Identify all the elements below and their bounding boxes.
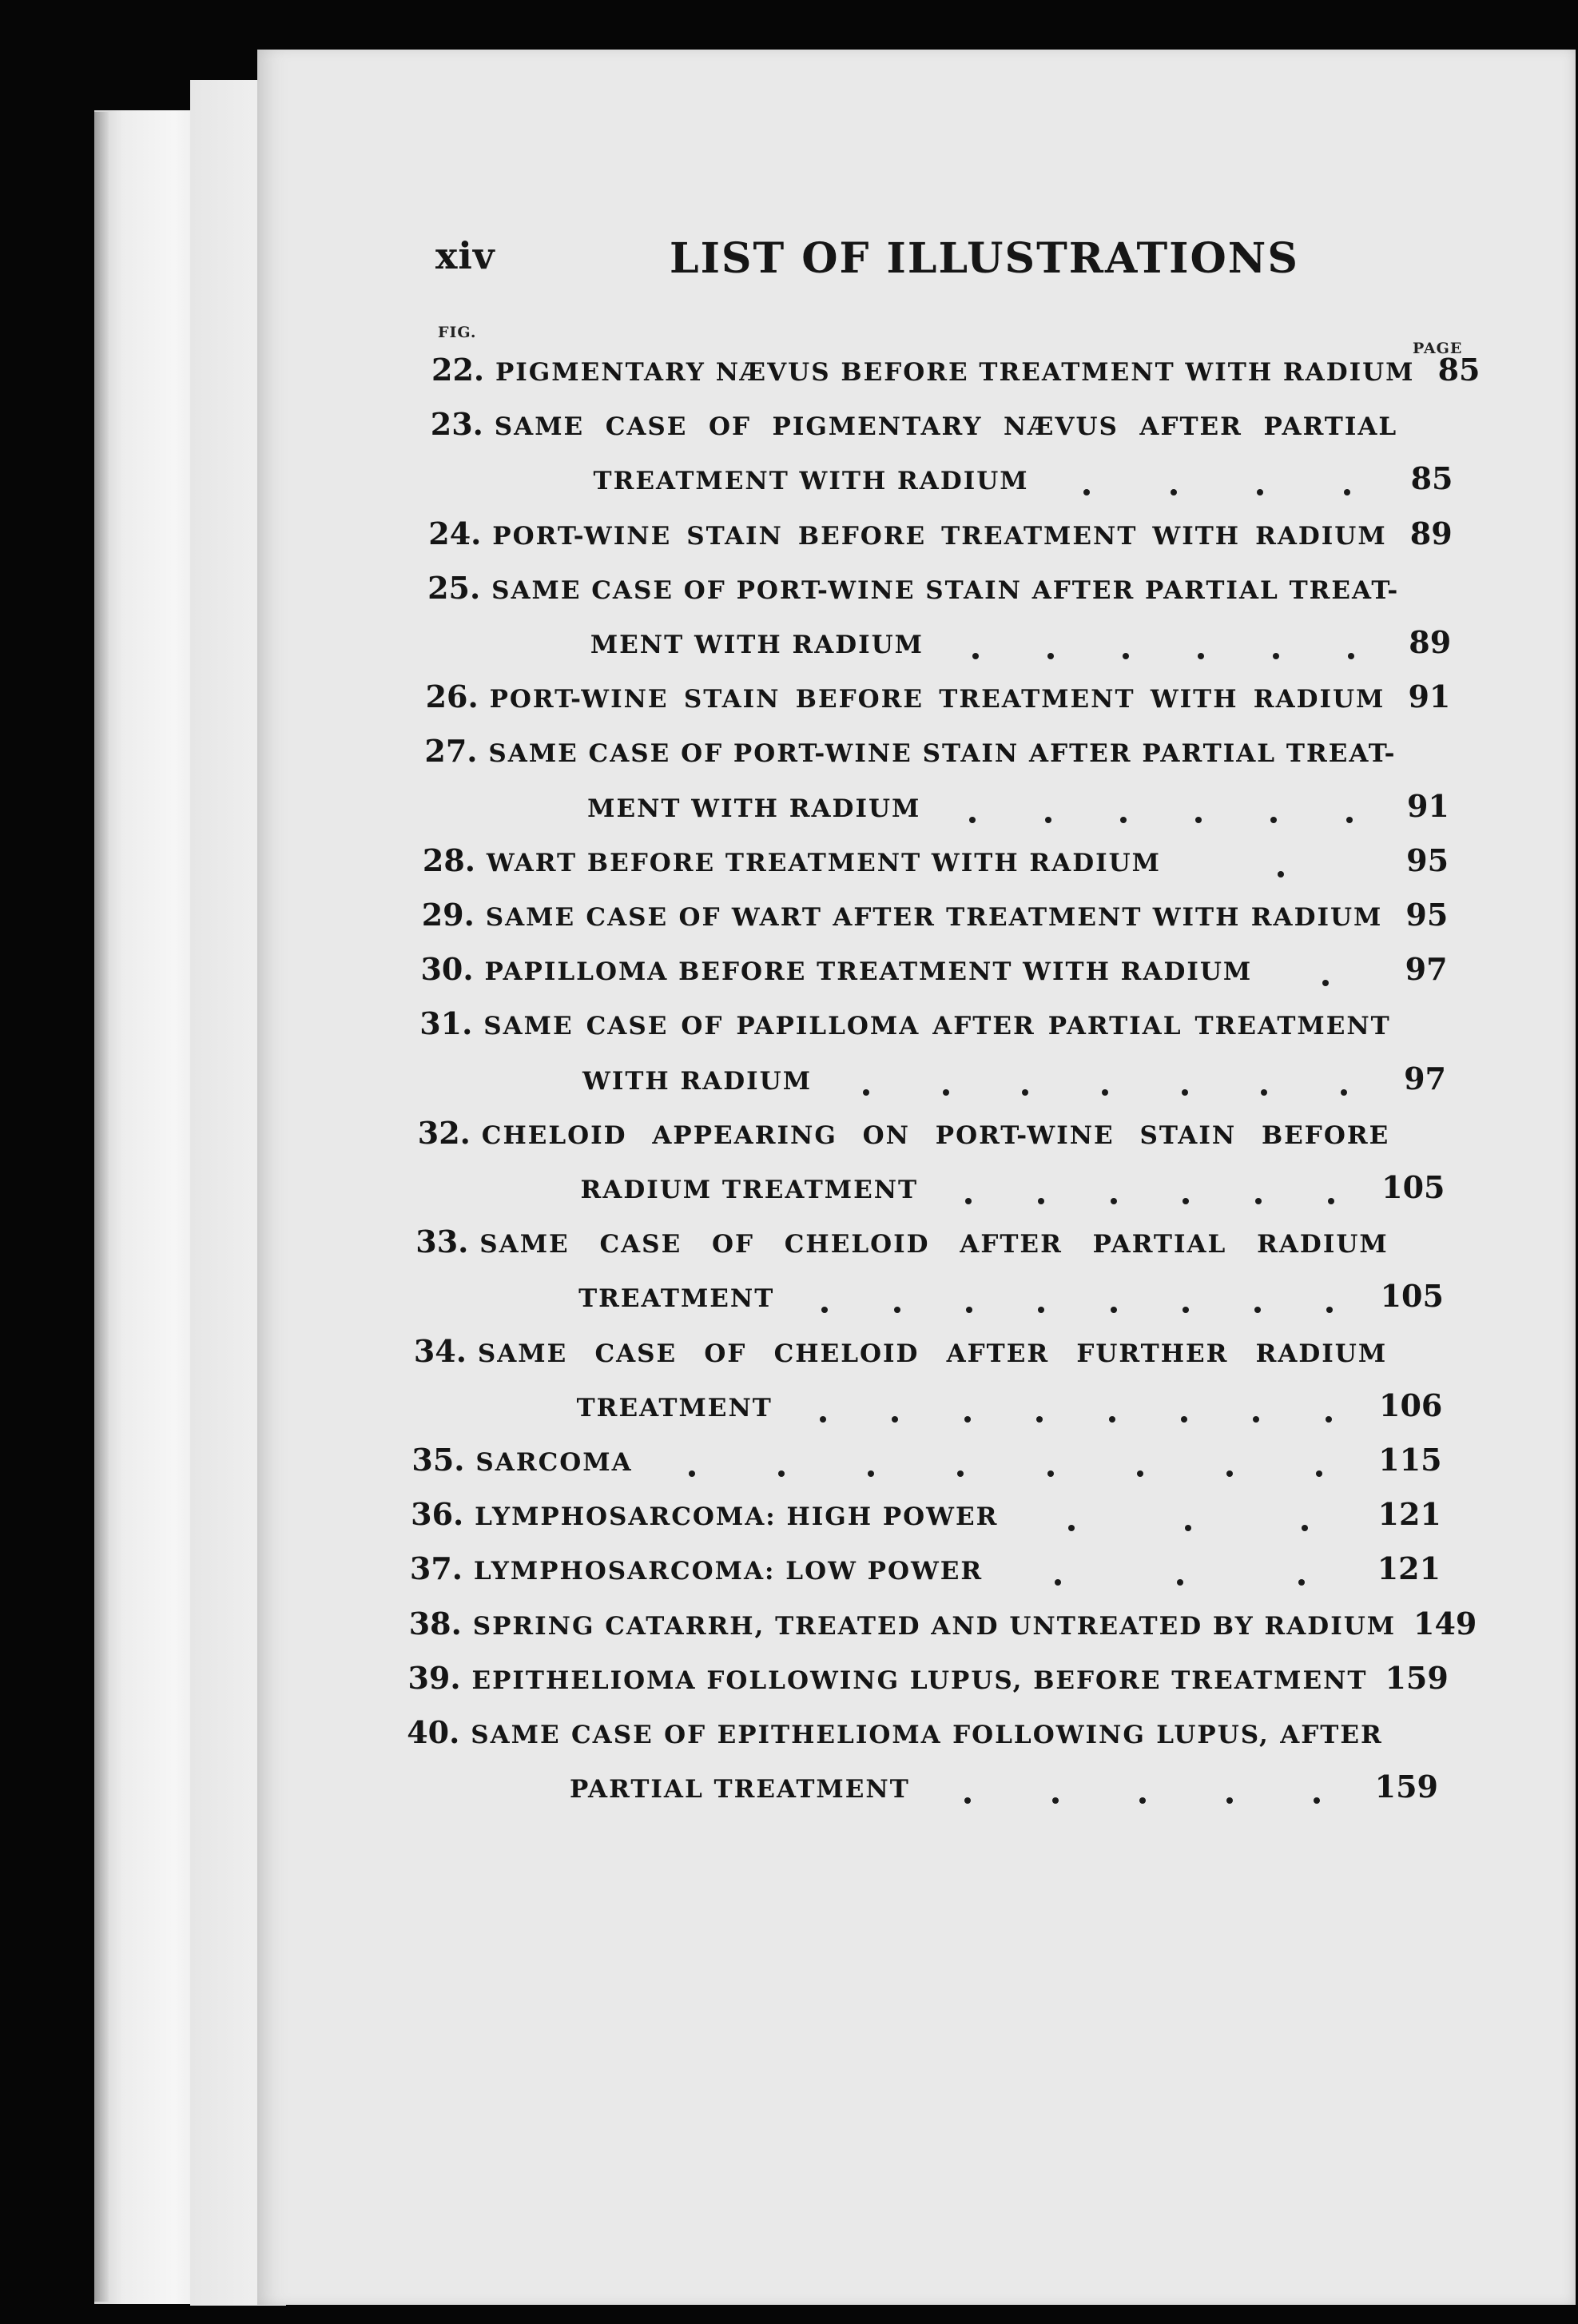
entry-line bbox=[428, 515, 1452, 563]
figure-number: 30. bbox=[420, 951, 474, 988]
page-reference: 91 bbox=[1406, 787, 1449, 824]
entry-line bbox=[418, 1115, 1389, 1163]
figure-number: 26. bbox=[425, 678, 479, 715]
figure-caption: SAME CASE OF PAPILLOMA AFTER PARTIAL TREATMENT bbox=[483, 1012, 1391, 1041]
entry-line bbox=[420, 951, 1447, 999]
entry-line bbox=[415, 1224, 1388, 1271]
leader-dots bbox=[773, 1410, 1379, 1416]
figure-number: 33. bbox=[415, 1224, 469, 1260]
figure-caption: TREATMENT bbox=[576, 1393, 773, 1423]
figure-caption: SAME CASE OF EPITHELIOMA FOLLOWING LUPUS, AFTER bbox=[471, 1721, 1383, 1749]
page-reference: 115 bbox=[1378, 1442, 1442, 1478]
page-reference: 89 bbox=[1409, 624, 1452, 660]
entry-line bbox=[417, 1169, 1445, 1217]
page-column-label: PAGE bbox=[1413, 340, 1463, 357]
figure-number: 24. bbox=[428, 515, 482, 551]
figure-caption: PARTIAL TREATMENT bbox=[570, 1775, 910, 1805]
page-reference: 85 bbox=[1410, 460, 1453, 497]
entry-line bbox=[411, 1496, 1441, 1544]
page-title: LIST OF ILLUSTRATIONS bbox=[670, 234, 1299, 283]
figure-number: 23. bbox=[430, 406, 483, 443]
leader-dots bbox=[920, 810, 1401, 817]
entry-line bbox=[430, 460, 1453, 508]
leader-dots bbox=[918, 1192, 1381, 1198]
page-reference: 97 bbox=[1404, 1060, 1446, 1096]
page-reference: 121 bbox=[1377, 1496, 1441, 1533]
entry-line bbox=[415, 1278, 1444, 1326]
page-reference: 85 bbox=[1437, 352, 1481, 388]
figure-caption: SAME CASE OF WART AFTER TREATMENT WITH RADIUM bbox=[485, 903, 1383, 932]
figure-caption: LYMPHOSARCOMA: LOW POWER bbox=[473, 1557, 984, 1586]
figure-caption: WITH RADIUM bbox=[582, 1066, 813, 1096]
leader-dots bbox=[633, 1464, 1379, 1470]
figure-caption: PORT-WINE STAIN BEFORE TREATMENT WITH RADIUM bbox=[492, 521, 1387, 551]
figure-number: 32. bbox=[417, 1114, 471, 1151]
figure-caption: SAME CASE OF PORT-WINE STAIN AFTER PARTIAL TREAT- bbox=[491, 575, 1400, 605]
figure-caption: SAME CASE OF CHELOID AFTER PARTIAL RADIUM bbox=[479, 1230, 1389, 1259]
page-reference: 97 bbox=[1405, 951, 1448, 988]
entry-line bbox=[431, 352, 1481, 400]
figure-caption: CHELOID APPEARING ON PORT-WINE STAIN BEFORE bbox=[481, 1120, 1390, 1150]
page-reference: 106 bbox=[1379, 1387, 1443, 1423]
figure-number: 28. bbox=[422, 842, 476, 878]
entry-line bbox=[423, 842, 1449, 890]
entry-line bbox=[431, 406, 1397, 454]
figure-caption: MENT WITH RADIUM bbox=[587, 794, 921, 823]
figure-caption: PORT-WINE STAIN BEFORE TREATMENT WITH RADIUM bbox=[489, 685, 1385, 714]
page-reference: 159 bbox=[1385, 1659, 1449, 1696]
leader-dots bbox=[1029, 483, 1405, 489]
entry-line bbox=[427, 569, 1400, 618]
entry-line bbox=[408, 1605, 1477, 1653]
page-reference: 105 bbox=[1380, 1278, 1444, 1315]
leader-dots bbox=[910, 1791, 1375, 1797]
page-reference: 95 bbox=[1405, 897, 1449, 933]
figure-number: 22. bbox=[431, 352, 485, 388]
leader-dots bbox=[924, 647, 1403, 653]
figure-number: 31. bbox=[419, 1005, 473, 1042]
leader-dots bbox=[998, 1518, 1377, 1525]
entry-line bbox=[414, 1333, 1387, 1381]
entry-line bbox=[406, 1769, 1438, 1817]
page-reference: 149 bbox=[1413, 1605, 1477, 1642]
figure-caption: LYMPHOSARCOMA: HIGH POWER bbox=[475, 1502, 999, 1532]
figure-caption: SAME CASE OF PORT-WINE STAIN AFTER PARTIAL TREAT- bbox=[488, 739, 1397, 769]
figure-number: 27. bbox=[424, 733, 478, 770]
entry-line bbox=[407, 1659, 1449, 1708]
page-reference: 91 bbox=[1408, 678, 1451, 715]
figure-number: 25. bbox=[427, 569, 481, 606]
fig-column-label: FIG. bbox=[438, 324, 477, 341]
figure-caption: SAME CASE OF CHELOID AFTER FURTHER RADIUM bbox=[477, 1339, 1388, 1368]
figure-caption: SARCOMA bbox=[475, 1448, 633, 1477]
leader-dots bbox=[774, 1300, 1380, 1307]
figure-number: 38. bbox=[408, 1605, 462, 1642]
figure-number: 40. bbox=[407, 1714, 460, 1750]
page-reference: 121 bbox=[1377, 1550, 1441, 1587]
figure-caption: TREATMENT bbox=[578, 1284, 775, 1314]
page-reference: 159 bbox=[1374, 1769, 1438, 1805]
entry-line bbox=[422, 897, 1449, 945]
entry-line bbox=[419, 1061, 1446, 1108]
entry-line bbox=[413, 1387, 1443, 1435]
leader-dots bbox=[983, 1573, 1377, 1579]
figure-number: 35. bbox=[411, 1442, 465, 1478]
entry-line bbox=[411, 1442, 1441, 1490]
entry-line bbox=[424, 733, 1397, 781]
leader-dots bbox=[812, 1083, 1398, 1089]
page-reference: 95 bbox=[1406, 842, 1449, 878]
page-reference: 105 bbox=[1381, 1169, 1445, 1205]
leader-dots bbox=[1161, 865, 1401, 871]
figure-caption: WART BEFORE TREATMENT WITH RADIUM bbox=[486, 848, 1161, 877]
figure-caption: PIGMENTARY NÆVUS BEFORE TREATMENT WITH RADIUM bbox=[495, 358, 1415, 387]
entry-line bbox=[423, 788, 1449, 836]
figure-caption: SPRING CATARRH, TREATED AND UNTREATED BY RADIUM bbox=[472, 1611, 1397, 1641]
figure-caption: RADIUM TREATMENT bbox=[580, 1176, 919, 1204]
figure-number: 34. bbox=[413, 1332, 467, 1369]
figure-caption: TREATMENT WITH RADIUM bbox=[593, 467, 1029, 496]
entry-line bbox=[426, 678, 1451, 726]
figure-caption: PAPILLOMA BEFORE TREATMENT WITH RADIUM bbox=[484, 957, 1253, 987]
entry-line bbox=[410, 1550, 1441, 1598]
entry-line bbox=[407, 1714, 1383, 1762]
entry-line bbox=[427, 624, 1451, 672]
figure-number: 37. bbox=[409, 1550, 463, 1587]
figure-caption: EPITHELIOMA FOLLOWING LUPUS, BEFORE TREATMENT bbox=[471, 1665, 1368, 1695]
page-number: xiv bbox=[435, 234, 495, 277]
figure-caption: SAME CASE OF PIGMENTARY NÆVUS AFTER PARTIAL bbox=[494, 412, 1398, 442]
entry-line bbox=[419, 1005, 1391, 1053]
page-reference: 89 bbox=[1409, 515, 1453, 551]
figure-caption: MENT WITH RADIUM bbox=[590, 631, 924, 659]
figure-number: 39. bbox=[407, 1659, 461, 1696]
figure-number: 29. bbox=[421, 897, 475, 933]
figure-number: 36. bbox=[411, 1496, 464, 1533]
leader-dots bbox=[1252, 973, 1399, 980]
